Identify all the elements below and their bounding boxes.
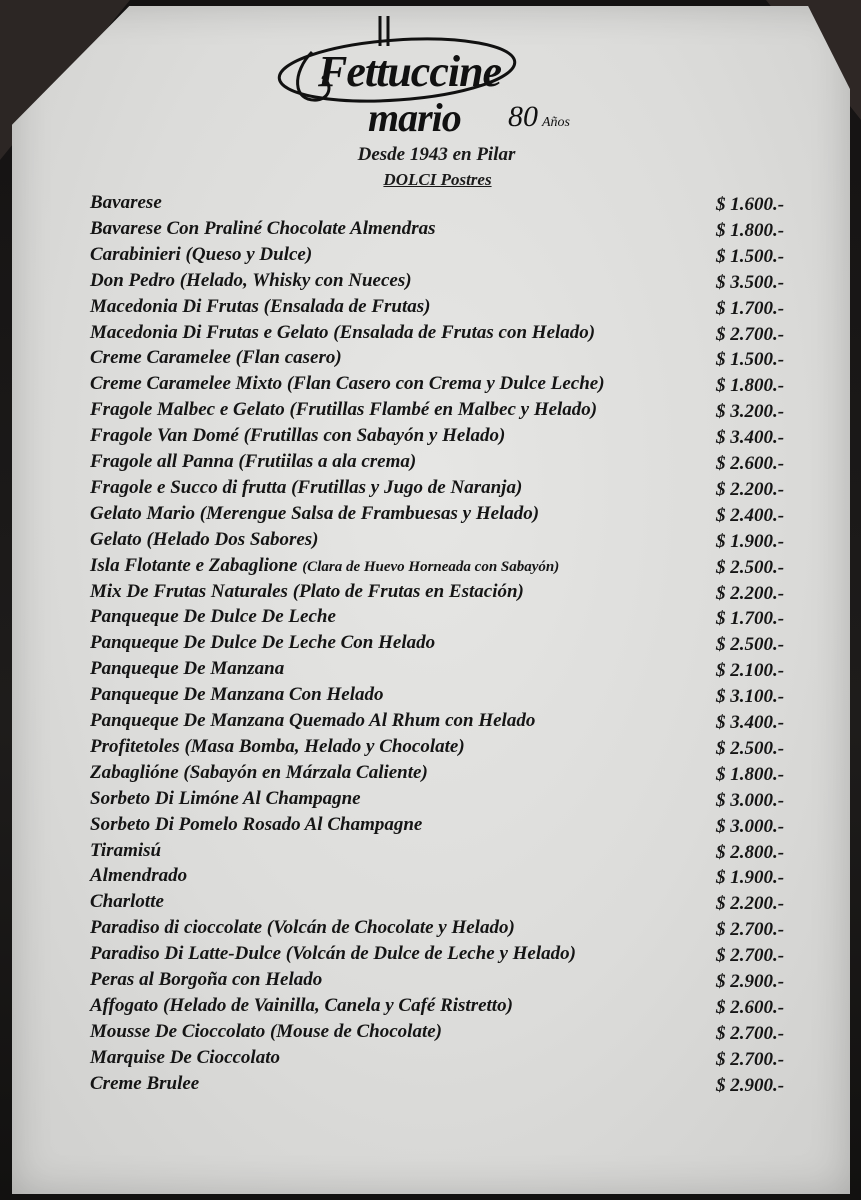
menu-item	[0, 529, 861, 555]
menu-item-name	[90, 969, 322, 991]
menu-item-name-text: Fragole Malbec e Gelato (Frutillas Flambé en Malbec y Helado)	[90, 399, 598, 421]
menu-item-name	[90, 192, 162, 214]
menu-item-price: $ 1.500.-	[716, 245, 785, 267]
menu-item-name	[90, 1073, 199, 1095]
menu-item-price: $ 2.200.-	[716, 893, 785, 915]
logo-line-1: Fettuccine	[318, 47, 502, 96]
menu-item	[0, 555, 861, 581]
menu-item-name-text: Panqueque De Manzana Con Helado	[90, 684, 384, 706]
menu-item	[0, 347, 861, 373]
menu-item-name-text: Creme Caramelee (Flan casero)	[90, 347, 342, 369]
menu-item-name-text: Marquise De Cioccolato	[90, 1046, 280, 1068]
menu-item-name	[90, 529, 319, 551]
menu-item-name	[90, 503, 539, 525]
menu-item-name-text: Bavarese Con Praliné Chocolate Almendras	[90, 217, 436, 239]
menu-item-name-text: Fragole e Succo di frutta (Frutillas y Jugo de Naranja)	[90, 476, 523, 498]
menu-item	[0, 192, 861, 218]
menu-item	[0, 762, 861, 788]
menu-item-name	[90, 788, 361, 810]
menu-item-name-text: Paradiso di cioccolate (Volcán de Chocolate y Helado)	[90, 917, 515, 939]
menu-item-price: $ 2.500.-	[716, 634, 785, 656]
menu-item-name	[90, 270, 412, 292]
menu-item-name-text: Carabinieri (Queso y Dulce)	[90, 243, 313, 265]
menu-item-name	[90, 995, 513, 1017]
menu-item-name-text: Profitetoles (Masa Bomba, Helado y Chocolate)	[90, 735, 465, 757]
menu-item	[0, 451, 861, 477]
menu-item-name-text: Zabaglióne (Sabayón en Márzala Caliente)	[90, 761, 428, 783]
menu-item-price: $ 2.500.-	[716, 737, 785, 759]
menu-item-price: $ 2.700.-	[716, 1022, 785, 1044]
menu-item-price: $ 2.600.-	[716, 996, 785, 1018]
menu-item-name	[90, 658, 284, 680]
menu-item-name-text: Tiramisú	[90, 839, 162, 861]
menu-item	[0, 1073, 861, 1099]
menu-item-name	[90, 891, 164, 913]
anniversary-label	[508, 100, 570, 134]
menu-item-price: $ 3.200.-	[716, 401, 785, 423]
menu-item	[0, 1047, 861, 1073]
restaurant-logo	[272, 12, 522, 142]
menu-item	[0, 840, 861, 866]
menu-item-price: $ 1.800.-	[716, 763, 785, 785]
menu-item-price: $ 2.700.-	[716, 323, 785, 345]
menu-item-name	[90, 632, 435, 654]
anniversary-word: Años	[542, 115, 570, 130]
menu-item-name-text: Charlotte	[90, 891, 164, 913]
menu-item-name	[90, 244, 312, 266]
menu-item-name-text: Gelato (Helado Dos Sabores)	[90, 528, 319, 550]
menu-item-name	[90, 322, 595, 344]
menu-item-name	[90, 917, 515, 939]
menu-item-name-text: Paradiso Di Latte-Dulce (Volcán de Dulce de Leche y Helado)	[90, 943, 576, 965]
menu-item-name-text: Mix De Frutas Naturales (Plato de Frutas en Estación)	[90, 580, 524, 602]
menu-item-name-text: Gelato Mario (Merengue Salsa de Frambuesas y Helado)	[90, 502, 540, 524]
menu-item-note: (Clara de Huevo Horneada con Sabayón)	[302, 558, 560, 575]
menu-item-name	[90, 399, 597, 421]
menu-item-name	[90, 451, 416, 473]
section-title	[0, 170, 861, 190]
menu-item	[0, 891, 861, 917]
menu-item-price: $ 3.100.-	[716, 686, 785, 708]
menu-item-price: $ 1.700.-	[716, 608, 785, 630]
menu-item	[0, 477, 861, 503]
menu-item-name	[90, 684, 383, 706]
menu-item	[0, 503, 861, 529]
menu-item-price: $ 2.200.-	[716, 478, 785, 500]
subtitle	[0, 144, 861, 166]
logo-line-2: mario	[368, 95, 461, 140]
menu-item	[0, 969, 861, 995]
menu-item	[0, 399, 861, 425]
menu-item-name	[90, 736, 465, 758]
menu-item-name-text: Creme Caramelee Mixto (Flan Casero con Crema y Dulce Leche)	[90, 373, 605, 395]
menu-item-price: $ 1.800.-	[716, 375, 785, 397]
menu-item	[0, 244, 861, 270]
menu-item-name-text: Panqueque De Dulce De Leche	[90, 606, 336, 628]
menu-item-price: $ 2.100.-	[716, 660, 785, 682]
menu-item-name-text: Bavarese	[90, 192, 162, 213]
menu-item-name-text: Don Pedro (Helado, Whisky con Nueces)	[90, 269, 412, 291]
menu-item-name-text: Sorbeto Di Pomelo Rosado Al Champagne	[90, 813, 423, 835]
menu-item-price: $ 3.400.-	[716, 427, 785, 449]
menu-item-name-text: Fragole Van Domé (Frutillas con Sabayón y Helado)	[90, 425, 506, 447]
menu-item-price: $ 1.700.-	[716, 297, 785, 319]
menu-item-price: $ 2.700.-	[716, 1048, 785, 1070]
menu-item-name-text: Fragole all Panna (Frutiilas a ala crema)	[90, 451, 417, 472]
menu-item-name-text: Isla Flotante e Zabaglione	[90, 554, 298, 576]
menu-item-price: $ 2.200.-	[716, 582, 785, 604]
menu-item-price: $ 2.600.-	[716, 453, 785, 474]
menu-item-name-text: Peras al Borgoña con Helado	[90, 969, 323, 990]
menu-item-price: $ 3.000.-	[716, 789, 785, 811]
menu-item-price: $ 2.800.-	[716, 841, 785, 863]
menu-item-price: $ 3.500.-	[716, 271, 785, 293]
menu-item	[0, 606, 861, 632]
menu-item	[0, 218, 861, 244]
menu-item	[0, 658, 861, 684]
menu-item	[0, 684, 861, 710]
menu-item-name	[90, 425, 505, 447]
menu-item-price: $ 3.000.-	[716, 815, 785, 837]
menu-item-price: $ 1.800.-	[716, 219, 785, 241]
menu-item	[0, 425, 861, 451]
menu-item-price: $ 1.900.-	[716, 530, 785, 552]
menu-item	[0, 943, 861, 969]
menu-item-name-text: Macedonia Di Frutas e Gelato (Ensalada de Frutas con Helado)	[90, 321, 596, 343]
menu-item-name	[90, 1047, 280, 1069]
menu-item-name-text: Creme Brulee	[90, 1072, 200, 1094]
menu-item	[0, 814, 861, 840]
menu-item-name	[90, 710, 535, 732]
menu-item-name	[90, 1021, 442, 1043]
menu-item	[0, 296, 861, 322]
menu-item-name	[90, 477, 522, 499]
menu-item-name	[90, 581, 524, 603]
menu-item-price: $ 2.900.-	[716, 1074, 785, 1096]
menu-item-price: $ 1.500.-	[716, 349, 785, 371]
menu-item-name	[90, 555, 559, 577]
section-title-text: DOLCI Postres	[383, 170, 492, 189]
menu-item-name-text: Affogato (Helado de Vainilla, Canela y Café Ristretto)	[90, 994, 513, 1016]
menu-item-name-text: Mousse De Cioccolato (Mouse de Chocolate)	[90, 1020, 443, 1042]
menu-item-name-text: Almendrado	[90, 865, 188, 887]
menu-item-name-text: Panqueque De Dulce De Leche Con Helado	[90, 632, 436, 654]
menu-item-name	[90, 296, 430, 318]
menu-item-name-text: Macedonia Di Frutas (Ensalada de Frutas)	[90, 295, 431, 317]
menu-item	[0, 865, 861, 891]
menu-item-price: $ 2.700.-	[716, 919, 785, 941]
menu-item	[0, 373, 861, 399]
menu-item	[0, 270, 861, 296]
menu-item	[0, 581, 861, 607]
menu-item-name-text: Panqueque De Manzana	[90, 658, 285, 680]
menu-item	[0, 710, 861, 736]
menu-item	[0, 322, 861, 348]
menu-item	[0, 736, 861, 762]
anniversary-number: 80	[508, 100, 538, 133]
menu-item-name	[90, 814, 422, 836]
menu-item	[0, 917, 861, 943]
menu-item-price: $ 2.900.-	[716, 971, 785, 992]
menu-item-name	[90, 347, 342, 369]
menu-item-price: $ 3.400.-	[716, 712, 785, 733]
menu-item	[0, 788, 861, 814]
menu-item	[0, 632, 861, 658]
menu-item-price: $ 2.400.-	[716, 504, 785, 526]
menu-item-name	[90, 218, 436, 240]
menu-item-name	[90, 840, 161, 862]
menu-item	[0, 995, 861, 1021]
menu-item-price: $ 2.500.-	[716, 556, 785, 578]
menu-item-price: $ 2.700.-	[716, 945, 785, 967]
menu-item-price: $ 1.600.-	[716, 194, 785, 215]
menu-item-name	[90, 943, 576, 965]
menu-item-name-text: Sorbeto Di Limóne Al Champagne	[90, 787, 361, 809]
menu-item-name	[90, 762, 428, 784]
menu-item-name	[90, 865, 187, 887]
menu-item	[0, 1021, 861, 1047]
menu-item-name	[90, 373, 605, 395]
menu-item-name-text: Panqueque De Manzana Quemado Al Rhum con Helado	[90, 710, 536, 731]
subtitle-text: Desde 1943 en Pilar	[357, 144, 516, 165]
menu-item-name	[90, 606, 336, 628]
menu-item-price: $ 1.900.-	[716, 867, 785, 889]
